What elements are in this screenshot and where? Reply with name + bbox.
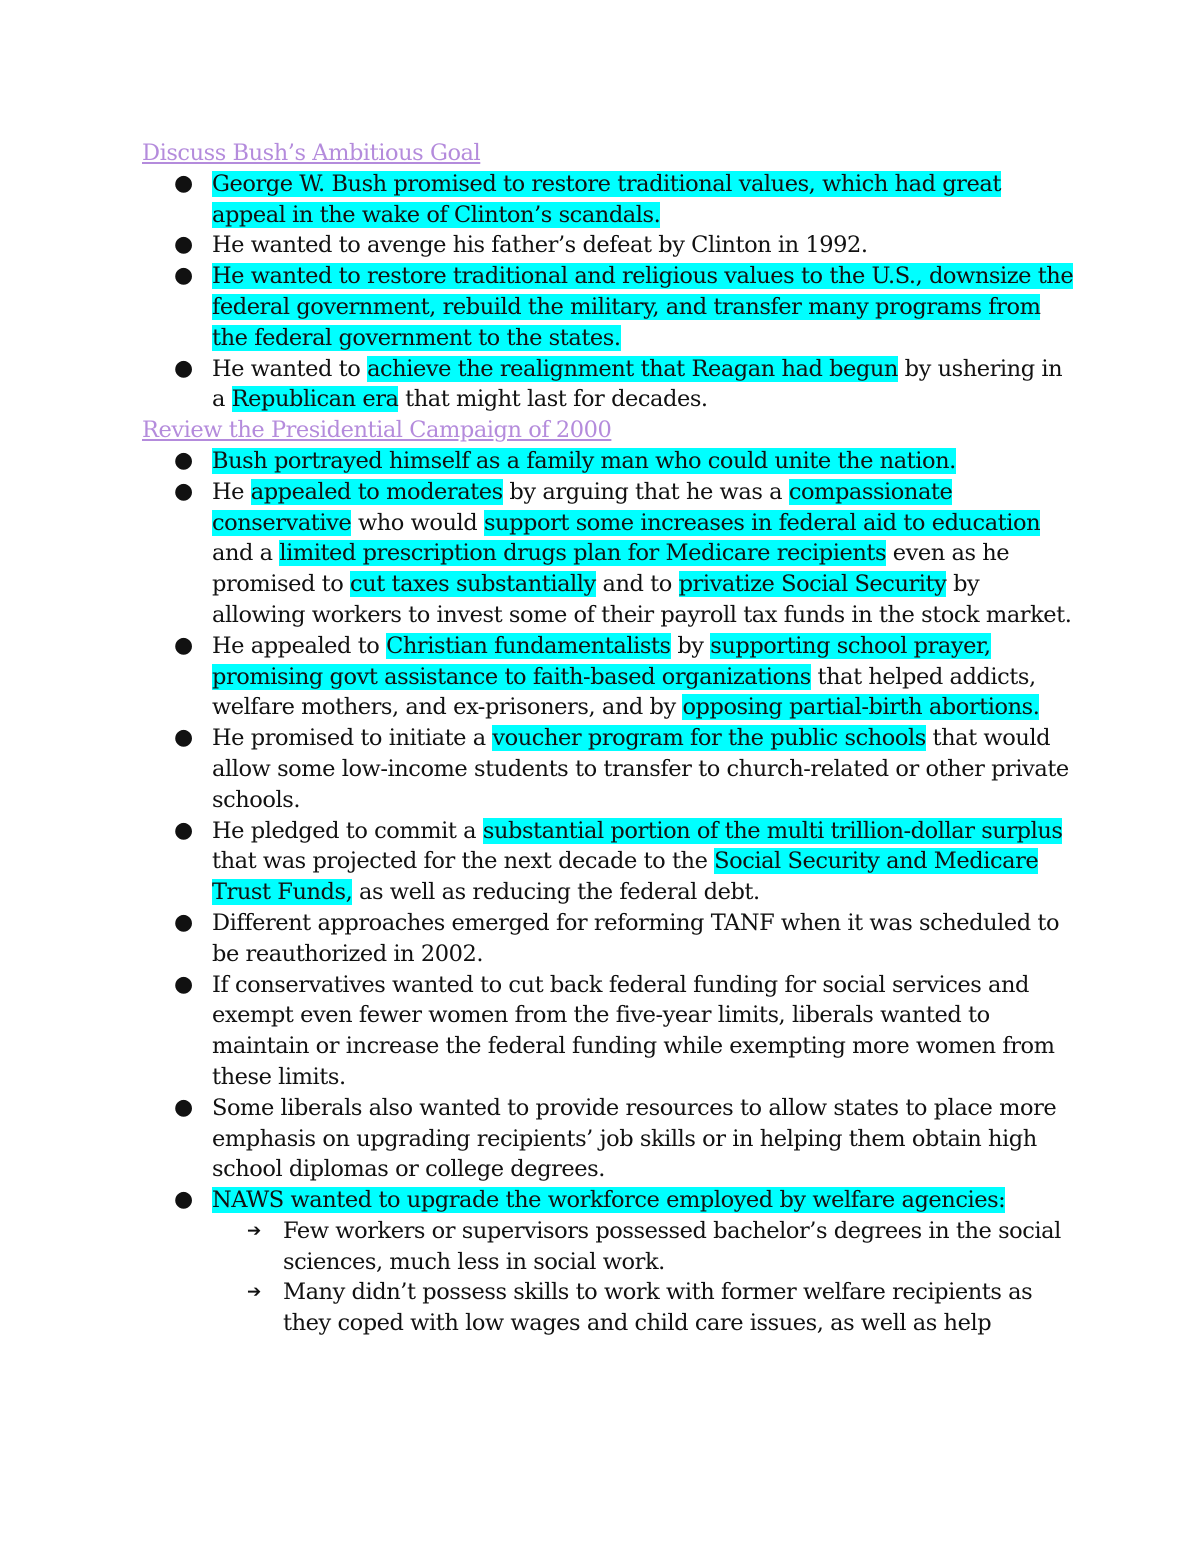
text-run: by arguing that he was a	[502, 478, 789, 505]
text-run: that was projected for the next decade to the	[212, 848, 715, 875]
text-run: by allowing workers to invest some of their payroll tax funds in the stock market.	[212, 571, 1072, 628]
list-item-text: If conservatives wanted to cut back federal funding for social services and exempt even fewer women from the five-year limits, liberals wanted to maintain or increase the federal funding while exempting more women from these limits.	[212, 971, 1055, 1090]
highlighted-text: supporting school prayer, promising govt assistance to faith-based organizations	[212, 632, 991, 690]
list-item	[212, 723, 1074, 815]
highlighted-text: compassionate conservative	[212, 478, 953, 536]
sub-list-item	[283, 1216, 1083, 1278]
list-item	[212, 970, 1074, 1093]
highlighted-text: Christian fundamentalists	[386, 632, 671, 659]
highlighted-text: limited prescription drugs plan for Medicare recipients	[279, 540, 887, 567]
highlighted-text: Republican era	[231, 386, 399, 413]
list-item-text: Some liberals also wanted to provide resources to allow states to place more emphasis on upgrading recipients’ job skills or in helping them obtain high school diplomas or college degrees.	[212, 1094, 1057, 1183]
list-item	[212, 354, 1074, 416]
document-body	[0, 138, 1200, 1339]
highlighted-text: support some increases in federal aid to education	[483, 509, 1041, 536]
highlighted-text: Social Security and Medicare Trust Funds,	[212, 848, 1039, 906]
text-run: who would	[351, 509, 484, 536]
list-item-text: Few workers or supervisors possessed bachelor’s degrees in the social sciences, much less in social work.	[283, 1217, 1061, 1275]
highlighted-text: opposing partial-birth abortions.	[682, 694, 1040, 721]
highlighted-text: He wanted to restore traditional and religious values to the U.S., downsize the federal government, rebuild the military, and transfer many programs from the federal government to the states.	[212, 263, 1074, 351]
highlighted-text: substantial portion of the multi trillion-dollar surplus	[482, 817, 1063, 844]
highlighted-text: NAWS wanted to upgrade the workforce employed by welfare agencies:	[212, 1187, 1006, 1214]
highlighted-text: achieve the realignment that Reagan had begun	[367, 355, 898, 382]
list-item	[212, 908, 1074, 970]
bullet-list-bush-goal	[0, 169, 1200, 415]
text-run: He pledged to commit a	[212, 817, 483, 844]
text-run: that would allow some low-income students to transfer to church-related or other private schools.	[212, 725, 1069, 813]
list-item	[212, 1185, 1074, 1216]
list-item	[212, 816, 1074, 908]
highlighted-text: cut taxes substantially	[350, 571, 596, 598]
text-run: He wanted to	[212, 355, 368, 382]
highlighted-text: appealed to moderates	[250, 478, 503, 505]
list-item-text: He wanted to avenge his father’s defeat by Clinton in 1992.	[212, 232, 868, 259]
list-item-text: Different approaches emerged for reforming TANF when it was scheduled to be reauthorized in 2002.	[212, 909, 1060, 967]
text-run: even as he promised to	[212, 540, 1010, 598]
text-run: He promised to initiate a	[212, 725, 493, 752]
section-heading-campaign-2000[interactable]: Review the Presidential Campaign of 2000	[142, 417, 612, 444]
bullet-list-campaign-2000	[0, 446, 1200, 1339]
text-run: and to	[595, 571, 679, 598]
text-run: that helped addicts, welfare mothers, and ex-prisoners, and by	[212, 663, 1036, 721]
text-run: that might last for decades.	[398, 386, 708, 413]
highlighted-text: Bush portrayed himself as a family man who could unite the nation.	[212, 447, 956, 474]
list-item-text: Many didn’t possess skills to work with former welfare recipients as they coped with low wages and child care issues, as well as help	[283, 1279, 1033, 1337]
text-run: by ushering in a	[212, 355, 1063, 413]
list-item	[212, 261, 1074, 353]
sub-list-item	[283, 1277, 1083, 1339]
list-item	[212, 1093, 1074, 1185]
list-item	[212, 631, 1074, 723]
list-item	[212, 446, 1074, 477]
highlighted-text: privatize Social Security	[678, 571, 947, 598]
list-item	[212, 477, 1074, 631]
section-heading-bush-goal[interactable]: Discuss Bush’s Ambitious Goal	[142, 140, 481, 166]
text-run: He appealed to	[212, 632, 387, 659]
highlighted-text: voucher program for the public schools	[492, 725, 926, 752]
text-run: He	[212, 478, 251, 505]
list-item	[212, 230, 1074, 261]
highlighted-text: George W. Bush promised to restore traditional values, which had great appeal in the wake of Clinton’s scandals.	[212, 170, 1001, 228]
list-item	[212, 169, 1074, 231]
text-run: and a	[212, 540, 280, 567]
text-run: as well as reducing the federal debt.	[352, 879, 760, 906]
text-run: by	[670, 632, 711, 659]
